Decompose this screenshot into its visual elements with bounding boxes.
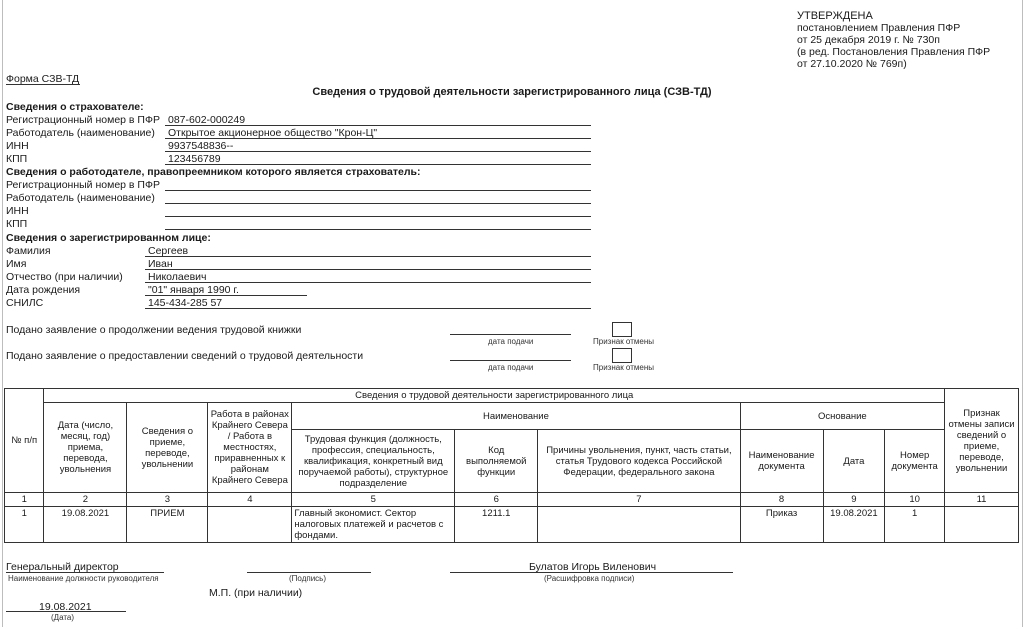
cell-north [208,507,292,543]
col-header-doc-date: Дата [823,430,885,493]
field-line [145,308,591,309]
insurer-reg-label: Регистрационный номер в ПФР [6,114,160,126]
date-caption-bottom: (Дата) [51,613,75,622]
col-header-date: Дата (число, месяц, год) приема, перевода, увольнения [44,403,127,493]
sign-date: 19.08.2021 [39,601,92,613]
col-number: 8 [740,493,823,507]
naming-header: Наименование [292,403,740,430]
cell-reason [538,507,740,543]
cell-doc-name: Приказ [740,507,823,543]
person-name-label: Имя [6,258,27,270]
col-number: 2 [44,493,127,507]
date-caption: дата подачи [488,363,534,372]
insurer-employer-label: Работодатель (наименование) [6,127,155,139]
col-header-north: Работа в районах Крайнего Севера / Работа в местностях, приравненных к районам Крайнего Севера [208,403,292,493]
col-number: 4 [208,493,292,507]
person-snils-value: 145-434-285 57 [148,297,223,309]
form-label-underline [6,84,80,85]
position-caption: Наименование должности руководителя [8,574,159,583]
col-header-code: Код выполняемой функции [455,430,538,493]
col-number: 9 [823,493,885,507]
col-header-reason: Причины увольнения, пункт, часть статьи, статья Трудового кодекса Российской Федерации, федерального закона [538,430,740,493]
col-header-doc-number: Номер документа [885,430,945,493]
field-line [165,151,591,152]
signature-line [247,572,371,573]
insurer-inn-label: ИНН [6,140,29,152]
field-line [165,164,591,165]
col-number: 5 [292,493,455,507]
col-header-num: № п/п [5,389,44,493]
signer-position: Генеральный директор [6,561,119,573]
basis-header: Основание [740,403,944,430]
field-line [165,125,591,126]
cell-date: 19.08.2021 [44,507,127,543]
col-number: 1 [5,493,44,507]
field-line [165,203,591,204]
col-header-event: Сведения о приеме, переводе, увольнении [127,403,208,493]
field-line [165,216,591,217]
col-number: 11 [945,493,1019,507]
cell-cancel [945,507,1019,543]
approval-line: постановлением Правления ПФР [797,22,961,34]
person-surname-label: Фамилия [6,245,51,257]
person-snils-label: СНИЛС [6,297,44,309]
page-title: Сведения о трудовой деятельности зарегистрированного лица (СЗВ-ТД) [312,86,712,98]
insurer-heading: Сведения о страхователе: [6,101,144,113]
date-line [450,360,571,361]
person-birth-value: "01" января 1990 г. [148,284,239,296]
name-caption: (Расшифровка подписи) [544,574,635,583]
signature-line [6,611,126,612]
field-line [165,190,591,191]
col-number: 6 [455,493,538,507]
approval-title: УТВЕРЖДЕНА [797,10,873,22]
person-birth-label: Дата рождения [6,284,81,296]
person-surname-value: Сергеев [148,245,189,257]
predecessor-employer-label: Работодатель (наименование) [6,192,155,204]
cancel-caption: Признак отмены [593,363,654,372]
predecessor-reg-label: Регистрационный номер в ПФР [6,179,160,191]
date-caption: дата подачи [488,337,534,346]
cancel-checkbox[interactable] [612,348,632,363]
signer-name: Булатов Игорь Виленович [529,561,657,573]
field-line [165,229,591,230]
predecessor-kpp-label: КПП [6,218,28,230]
field-line [165,138,591,139]
predecessor-heading: Сведения о работодателе, правопреемником которого является страхователь: [6,166,421,178]
col-header-doc-name: Наименование документа [740,430,823,493]
cell-code: 1211.1 [455,507,538,543]
approval-line: (в ред. Постановления Правления ПФР [797,46,991,58]
insurer-kpp-value: 123456789 [168,153,221,165]
person-patronymic-label: Отчество (при наличии) [6,271,123,283]
approval-line: от 27.10.2020 № 769п) [797,58,907,70]
col-number: 7 [538,493,740,507]
form-label: Форма СЗВ-ТД [6,73,80,85]
cell-doc-number: 1 [885,507,945,543]
insurer-reg-value: 087-602-000249 [168,114,246,126]
table-row [5,507,1019,543]
cancel-checkbox[interactable] [612,322,632,337]
person-name-value: Иван [148,258,173,270]
col-number: 10 [885,493,945,507]
predecessor-inn-label: ИНН [6,205,29,217]
insurer-kpp-label: КПП [6,153,28,165]
person-patronymic-value: Николаевич [148,271,207,283]
cell-event: ПРИЕМ [127,507,208,543]
col-header-cancel: Признак отмены записи сведений о приеме, переводе, увольнении [945,389,1019,493]
insurer-inn-value: 9937548836-- [168,140,234,152]
cell-doc-date: 19.08.2021 [823,507,885,543]
table-top-header: Сведения о трудовой деятельности зарегистрированного лица [44,389,945,403]
signature-line [6,572,164,573]
field-line [145,269,591,270]
col-number: 3 [127,493,208,507]
approval-line: от 25 декабря 2019 г. № 730п [797,34,940,46]
sign-caption: (Подпись) [289,574,326,583]
field-line [145,282,591,283]
insurer-employer-value: Открытое акционерное общество "Крон-Ц" [168,127,378,139]
cancel-caption: Признак отмены [593,337,654,346]
application-continue-label: Подано заявление о продолжении ведения трудовой книжки [6,324,302,336]
cell-function: Главный экономист. Сектор налоговых платежей и расчетов с фондами. [292,507,455,543]
person-heading: Сведения о зарегистрированном лице: [6,232,211,244]
signature-line [450,572,733,573]
date-line [450,334,571,335]
field-line [145,256,591,257]
stamp-label: М.П. (при наличии) [209,587,303,599]
field-line [145,295,307,296]
application-provide-label: Подано заявление о предоставлении сведений о трудовой деятельности [6,350,364,362]
col-header-function: Трудовая функция (должность, профессия, специальность, квалификация, конкретный вид поручаемой работы), структурное подразделение [292,430,455,493]
cell-num: 1 [5,507,44,543]
approval-block [797,10,990,70]
work-history-table [4,388,1019,543]
